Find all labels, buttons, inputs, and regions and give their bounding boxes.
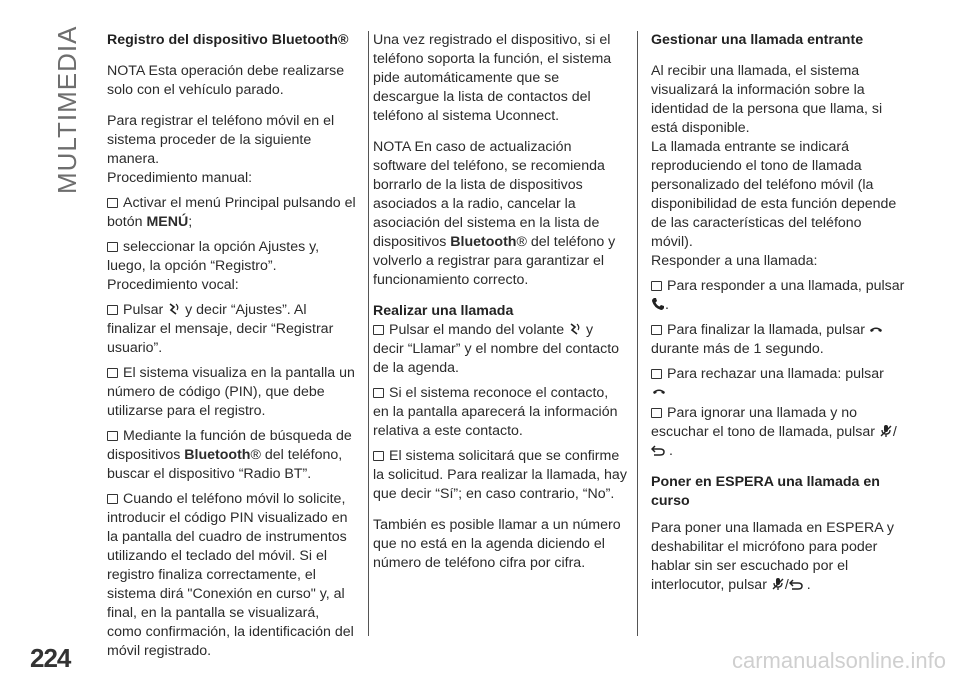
bullet-icon xyxy=(373,451,384,461)
column-divider xyxy=(368,31,369,636)
list-item: Si el sistema reconoce el contacto, en la pantalla aparecerá la información relativa a este contacto. xyxy=(373,385,618,439)
bullet-icon xyxy=(107,494,118,504)
paragraph: También es posible llamar a un número que no está en la agenda diciendo el número de teléfono cifra por cifra. xyxy=(373,517,621,571)
note-paragraph: NOTA Esta operación debe realizarse solo con el vehículo parado. xyxy=(107,63,345,98)
list-item: Cuando el teléfono móvil lo solicite, introducir el código PIN visualizado en la pantalla del cuadro de instrumentos utilizando el teclado del móvil. Si el registro finaliza correctamente, el sistema dirá "Conexión en curso" y, al final, en la pantalla se visualizará, como confirmación, la identificación del móvil registrado. xyxy=(107,491,354,659)
bullet-icon xyxy=(107,431,118,441)
voice-command-icon xyxy=(167,302,181,316)
paragraph: La llamada entrante se indicará reproduciendo el tono de llamada personalizado del teléfono móvil (la disponibilidad de esta función depende de las características del teléfono móvil). xyxy=(651,139,897,250)
section-heading: Realizar una llamada xyxy=(373,303,514,319)
back-arrow-icon xyxy=(789,577,803,591)
list-item: Para finalizar la llamada, pulsar durante más de 1 segundo. xyxy=(651,321,906,359)
bullet-icon xyxy=(107,368,118,378)
label: Procedimiento manual: xyxy=(107,170,253,186)
list-item: Activar el menú Principal pulsando el botón MENÚ; xyxy=(107,195,356,230)
column-divider xyxy=(637,31,638,636)
list-item: Para ignorar una llamada y no escuchar el tono de llamada, pulsar / xyxy=(651,405,897,440)
phone-answer-icon xyxy=(651,297,665,311)
section-heading: Registro del dispositivo Bluetooth® xyxy=(107,32,349,48)
bullet-icon xyxy=(651,281,662,291)
paragraph: Al recibir una llamada, el sistema visualizará la información sobre la identidad de la persona que llama, si está disponible. xyxy=(651,63,883,136)
bullet-icon xyxy=(651,325,662,335)
bullet-icon xyxy=(373,325,384,335)
list-item: Pulsar el mando del volante y decir “Llamar” y el nombre del contacto de la agenda. xyxy=(373,322,620,376)
paragraph: Una vez registrado el dispositivo, si el teléfono soporta la función, el sistema pide automáticamente que se descargue la lista de contactos del teléfono al sistema Uconnect. xyxy=(373,32,612,124)
list-item: Para rechazar una llamada: pulsar xyxy=(651,365,906,384)
column-3 xyxy=(651,31,906,607)
paragraph: Para poner una llamada en ESPERA y deshabilitar el micrófono para poder hablar sin ser escuchado por el interlocutor, pulsar / . xyxy=(651,520,894,593)
list-item: El sistema visualiza en la pantalla un número de código (PIN), que debe utilizarse para el registro. xyxy=(107,365,355,419)
list-item: Para responder a una llamada, pulsar . xyxy=(651,277,906,315)
page-number: 224 xyxy=(30,643,71,673)
list-item: Mediante la función de búsqueda de dispositivos Bluetooth® del teléfono, buscar el dispositivo “Radio BT”. xyxy=(107,428,352,482)
list-item: Pulsar y decir “Ajustes”. Al finalizar el mensaje, decir “Registrar usuario”. xyxy=(107,302,334,356)
list-item-cont: . xyxy=(651,442,906,461)
phone-hangup-icon xyxy=(869,322,883,336)
back-arrow-icon xyxy=(651,443,665,457)
list-item: El sistema solicitará que se confirme la solicitud. Para realizar la llamada, hay que decir “Sí”; en caso contrario, “No”. xyxy=(373,448,627,502)
label: Procedimiento vocal: xyxy=(107,277,239,293)
watermark: carmanualsonline.info xyxy=(731,648,946,673)
bullet-icon xyxy=(373,388,384,398)
column-1 xyxy=(107,31,357,661)
section-heading: Poner en ESPERA una llamada en curso xyxy=(651,474,880,509)
mute-mic-icon xyxy=(771,577,785,591)
bullet-icon xyxy=(107,242,118,252)
phone-hangup-icon xyxy=(651,384,906,400)
note-paragraph: NOTA En caso de actualización software del teléfono, se recomienda borrarlo de la lista de dispositivos asociados a la radio, cancelar la asociación del sistema en la lista de dispositivos Bluetooth® del teléfono y volverlo a registrar para garantizar el funcionamiento correcto. xyxy=(373,139,616,288)
section-tab: MULTIMEDIA xyxy=(52,25,82,195)
bullet-icon xyxy=(107,198,118,208)
bullet-icon xyxy=(651,408,662,418)
section-heading: Gestionar una llamada entrante xyxy=(651,32,864,48)
mute-mic-icon xyxy=(879,424,893,438)
paragraph: Para registrar el teléfono móvil en el sistema proceder de la siguiente manera. xyxy=(107,113,335,167)
bullet-icon xyxy=(107,305,118,315)
voice-command-icon xyxy=(568,322,582,336)
list-item: seleccionar la opción Ajustes y, luego, la opción “Registro”. xyxy=(107,239,320,274)
column-2 xyxy=(373,31,627,585)
label: Responder a una llamada: xyxy=(651,253,818,269)
bullet-icon xyxy=(651,369,662,379)
